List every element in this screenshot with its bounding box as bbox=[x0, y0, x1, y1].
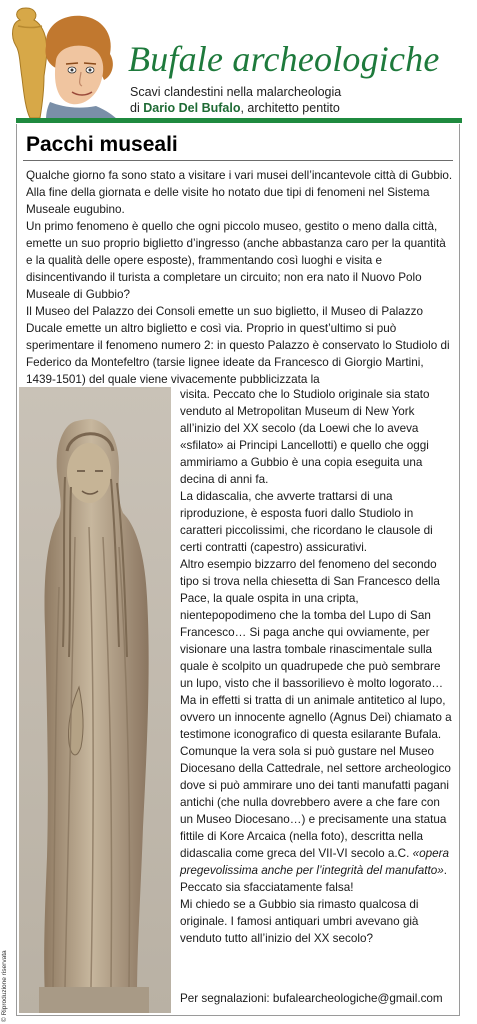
paragraph: Altro esempio bizzarro del fenomeno del secondo tipo si trova nella chiesetta di San Francesco della Pace, la quale ospita in una cripta, nientepopodimeno che la tomba del Lupo di San Francesco… Si paga anche qui ovviamente, per visionare una lastra tombale rinascimentale sulla quale è scolpito un quadrupede che può sembrare un lupo, visto che il bassorilievo è molto logorato… Ma in effetti si tratta di un animale antitetico al lupo, ovvero un innocente agnello (Agnus Dei) chiamato a testimone iconografico di questa esilarante Bufala. bbox=[180, 558, 452, 741]
paragraph-text: . Peccato sia sfacciatamente falsa! bbox=[180, 864, 448, 894]
article-headline: Pacchi museali bbox=[26, 133, 178, 156]
paragraph: visita. Peccato che lo Studiolo originale sia stato venduto al Metropolitan Museum di New York all’inizio del XX secolo (da Loewi che lo aveva «sfilato» ai Principi Lancellotti) e quello che oggi ammiriamo a Gubbio è una copia eseguita una decina di anni fa. bbox=[180, 388, 430, 486]
paragraph: Mi chiedo se a Gubbio sia rimasto qualcosa di originale. I famosi antiquari umbri avevano già venduto tutto all’inizio del XX secolo? bbox=[180, 898, 419, 945]
paragraph: Un primo fenomeno è quello che ogni piccolo museo, gestito o meno dalla città, emette un suo proprio biglietto d’ingresso (anche abbastanza caro per la quantità e la qualità delle opere esposte), frammentando così luoghi e visita e disincentivando il turista a completare un circuito; non era nato il Nuovo Polo Museale di Gubbio? bbox=[26, 220, 446, 301]
column-title: Bufale archeologiche bbox=[128, 39, 440, 79]
column-header bbox=[0, 0, 477, 122]
museum-caption-quote: «opera pregevolissima anche per l’integrità del manufatto» bbox=[180, 847, 449, 877]
paragraph: Qualche giorno fa sono stato a visitare i vari musei dell’incantevole città di Gubbio. Alla fine della giornata e delle visite ho notato due tipi di fenomeni nel Sistema Museale eugubino. bbox=[26, 169, 453, 216]
byline bbox=[130, 100, 341, 116]
column-subtitle bbox=[130, 84, 341, 116]
subtitle-line: Scavi clandestini nella malarcheologia bbox=[130, 85, 342, 99]
paragraph: Il Museo del Palazzo dei Consoli emette un suo biglietto, il Museo di Palazzo Ducale emette un altro biglietto e così via. Proprio in quest’ultimo si può sperimentare il fenomeno numero 2: in questo Palazzo è conservato lo Studiolo di Federico da Montefeltro (tarsie lignee ideate da Francesco di Giorgio Martini, 1439-1501) del quale viene vivacemente pubblicizzata la bbox=[26, 305, 450, 386]
contact-email: Per segnalazioni: bufalearcheologiche@gmail.com bbox=[180, 992, 443, 1005]
author-name: Dario Del Bufalo bbox=[143, 101, 241, 115]
byline-suffix: , architetto pentito bbox=[240, 101, 340, 115]
header-divider bbox=[16, 118, 462, 123]
article-intro bbox=[26, 167, 454, 388]
article-column bbox=[180, 386, 455, 947]
photo-credit: © Riproduzione riservata bbox=[1, 950, 8, 1022]
paragraph: La didascalia, che avverte trattarsi di una riproduzione, è esposta fuori dallo Studiolo in caratteri piccolissimi, che ricordano le clausole di certi contratti (capestro) assicurativi. bbox=[180, 490, 433, 554]
headline-divider bbox=[23, 160, 453, 161]
byline-prefix: di bbox=[130, 101, 140, 115]
paragraph bbox=[180, 743, 455, 896]
author-caricature-icon bbox=[6, 6, 122, 120]
paragraph-text: Comunque la vera sola si può gustare nel Museo Diocesano della Cattedrale, nel settore archeologico dove si può ammirare uno dei tanti manufatti pagani antichi (che nulla dovrebbero avere a che fare con un Museo Diocesano…) e precisamente una statua fittile di Kore Arcaica (nella foto), descritta nella didascalia come greca del VII-VI secolo a.C. bbox=[180, 745, 451, 860]
kore-statue-photo bbox=[19, 387, 171, 1013]
article-box bbox=[16, 124, 460, 1016]
